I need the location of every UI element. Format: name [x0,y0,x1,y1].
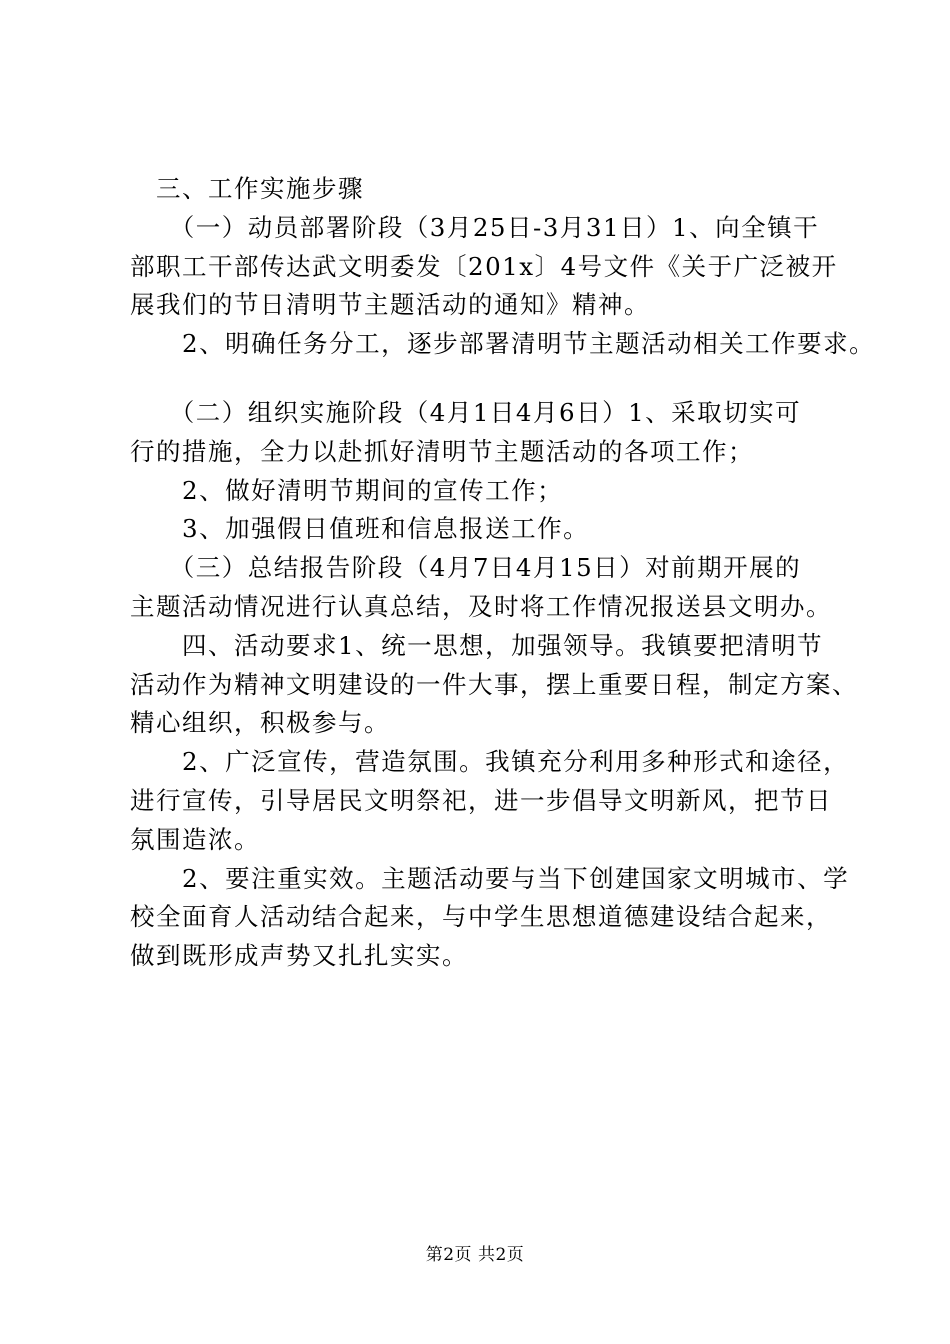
paragraph-line: 2、明确任务分工，逐步部署清明节主题活动相关工作要求。 [130,329,876,359]
paragraph-spacer [130,364,860,394]
paragraph-line: 行的措施，全力以赴抓好清明节主题活动的各项工作； [130,436,754,466]
paragraph-line: 氛围造浓。 [130,824,260,854]
paragraph-line: 3、加强假日值班和信息报送工作。 [130,514,590,544]
paragraph-line: 主题活动情况进行认真总结，及时将工作情况报送县文明办。 [130,591,832,621]
paragraph-line: （一）动员部署阶段（3月25日-3月31日）1、向全镇干 [130,212,820,242]
paragraph-line: 进行宣传，引导居民文明祭祀，进一步倡导文明新风，把节日 [130,785,832,815]
paragraph-line: 展我们的节日清明节主题活动的通知》精神。 [130,290,650,320]
paragraph-line: （二）组织实施阶段（4月1日4月6日）1、采取切实可 [130,397,802,427]
paragraph-line: 2、做好清明节期间的宣传工作； [130,475,564,505]
section-heading: 三、工作实施步骤 [130,174,364,203]
paragraph-line: 2、广泛宣传，营造氛围。我镇充分利用多种形式和途径， [130,747,850,777]
paragraph-line: （三）总结报告阶段（4月7日4月15日）对前期开展的 [130,553,802,583]
paragraph-line: 2、要注重实效。主题活动要与当下创建国家文明城市、学 [130,863,850,893]
paragraph-line: 部职工干部传达武文明委发〔201x〕4号文件《关于广泛被开 [130,251,838,281]
paragraph-line: 精心组织，积极参与。 [130,708,390,738]
paragraph-line: 四、活动要求1、统一思想，加强领导。我镇要把清明节 [130,630,824,660]
paragraph-line: 活动作为精神文明建设的一件大事，摆上重要日程，制定方案、 [130,669,858,699]
paragraph-line: 做到既形成声势又扎扎实实。 [130,941,468,971]
document-body [130,170,876,976]
paragraph-line: 校全面育人活动结合起来，与中学生思想道德建设结合起来， [130,902,832,932]
page-number-footer: 第2页 共2页 [425,1245,525,1265]
